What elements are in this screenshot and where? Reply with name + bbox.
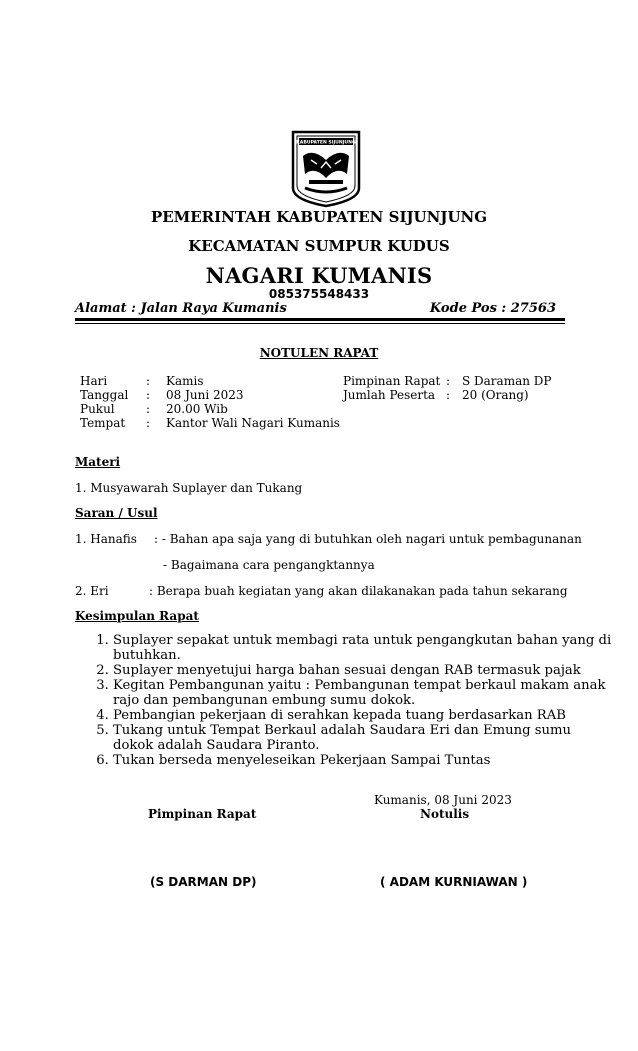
materi-item: 1. Musyawarah Suplayer dan Tukang: [75, 481, 303, 495]
info-sep: :: [146, 374, 151, 388]
saran-name-1: 1. Hanafis: [75, 532, 137, 546]
info-value-place: Kantor Wali Nagari Kumanis: [166, 416, 340, 430]
info-sep: :: [146, 402, 151, 416]
info-label-place: Tempat: [80, 416, 126, 430]
saran-text-1b: - Bagaimana cara pengangktannya: [163, 558, 375, 572]
list-item: 6. Tukan berseda menyeleseikan Pekerjaan Sampai Tuntas: [113, 753, 613, 768]
chair-role: Pimpinan Rapat: [148, 807, 257, 821]
list-item: 4. Pembangian pekerjaan di serahkan kepada tuang berdasarkan RAB: [113, 708, 613, 723]
place-date: Kumanis, 08 Juni 2023: [374, 793, 512, 807]
info-value-day: Kamis: [166, 374, 204, 388]
address: Alamat : Jalan Raya Kumanis: [75, 301, 287, 316]
saran-heading: Saran / Usul: [75, 506, 158, 520]
info-label-time: Pukul: [80, 402, 115, 416]
village-title: NAGARI KUMANIS: [205, 263, 433, 288]
header-divider-thin: [75, 323, 565, 324]
logo-text: KABUPATEN SIJUNJUNG: [296, 140, 356, 146]
kesimpulan-heading: Kesimpulan Rapat: [75, 609, 199, 623]
info-value-time: 20.00 Wib: [166, 402, 228, 416]
info-label-day: Hari: [80, 374, 108, 388]
list-item: 3. Kegitan Pembangunan yaitu : Pembangunan tempat berkaul makam anak rajo dan pembangunan embung sumu dokok.: [113, 678, 613, 708]
chair-name: (S DARMAN DP): [150, 875, 257, 889]
secretary-role: Notulis: [420, 807, 470, 821]
info-sep: :: [146, 388, 151, 402]
info-value-chair: S Daraman DP: [462, 374, 552, 388]
saran-text-1: : - Bahan apa saja yang di butuhkan oleh nagari untuk pembagunanan: [154, 532, 582, 546]
list-item: 5. Tukang untuk Tempat Berkaul adalah Saudara Eri dan Emung sumu dokok adalah Saudara Piranto.: [113, 723, 613, 753]
phone-number: 085375548433: [268, 287, 370, 301]
document-title: NOTULEN RAPAT: [259, 346, 379, 360]
materi-heading: Materi: [75, 455, 121, 469]
info-sep: :: [446, 374, 451, 388]
info-label-date: Tanggal: [80, 388, 129, 402]
secretary-name: ( ADAM KURNIAWAN ): [380, 875, 528, 889]
info-label-chair: Pimpinan Rapat: [343, 374, 441, 388]
regency-emblem-logo: [291, 130, 361, 208]
info-value-participants: 20 (Orang): [462, 388, 529, 402]
info-sep: :: [446, 388, 451, 402]
saran-text-2: : Berapa buah kegiatan yang akan dilakanakan pada tahun sekarang: [149, 584, 568, 598]
kesimpulan-list: [75, 633, 613, 768]
list-item: 1. Suplayer sepakat untuk membagi rata untuk pengangkutan bahan yang di butuhkan.: [113, 633, 613, 663]
saran-name-2: 2. Eri: [75, 584, 109, 598]
government-title: PEMERINTAH KABUPATEN SIJUNJUNG: [150, 208, 488, 226]
district-title: KECAMATAN SUMPUR KUDUS: [188, 237, 450, 255]
info-sep: :: [146, 416, 151, 430]
info-label-participants: Jumlah Peserta: [343, 388, 436, 402]
header-divider-thick: [75, 318, 565, 321]
postal-code: Kode Pos : 27563: [429, 301, 556, 316]
info-value-date: 08 Juni 2023: [166, 388, 244, 402]
list-item: 2. Suplayer menyetujui harga bahan sesuai dengan RAB termasuk pajak: [113, 663, 613, 678]
